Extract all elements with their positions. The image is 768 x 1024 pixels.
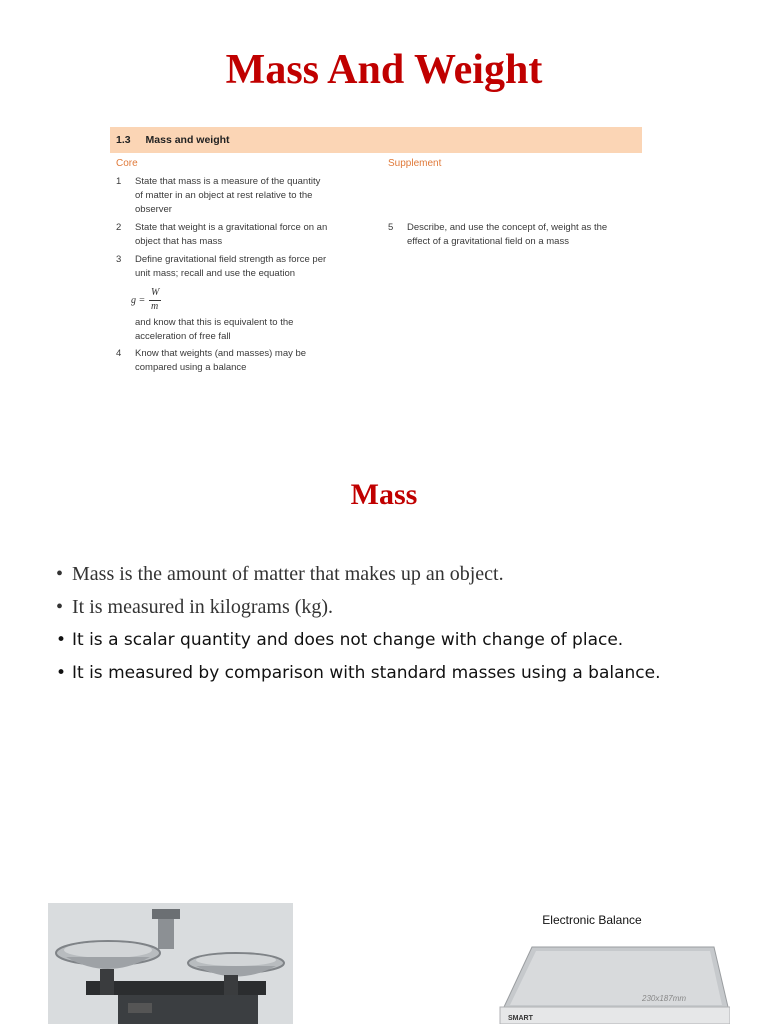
bullet-text: It is a scalar quantity and does not change with change of place.	[72, 630, 624, 650]
core-item	[116, 347, 376, 377]
item-line: State that weight is a gravitational force on an	[135, 222, 328, 233]
beam-balance-icon	[48, 903, 293, 1024]
weight-equation	[131, 289, 171, 313]
item-number: 2	[116, 222, 122, 233]
core-heading: Core	[116, 158, 138, 169]
core-item	[116, 221, 376, 251]
section-title: Mass and weight	[145, 134, 230, 146]
electronic-balance-label: Electronic Balance	[542, 913, 642, 927]
equation-numerator: W	[151, 287, 160, 298]
electronic-balance-icon	[492, 895, 730, 1024]
mass-heading: Mass	[350, 478, 418, 511]
item-number: 1	[116, 176, 122, 187]
item-line: Define gravitational field strength as force per	[135, 254, 327, 265]
item-line: object that has mass	[135, 236, 223, 247]
item-line: State that mass is a measure of the quantity	[135, 176, 321, 187]
core-item-continued	[116, 316, 376, 346]
bullet-text: It is measured by comparison with standard masses using a balance.	[72, 663, 661, 683]
beam-balance-photo	[48, 903, 293, 1024]
syllabus-header	[110, 127, 642, 153]
electronic-balance-photo	[492, 895, 730, 1024]
equation-lhs: g =	[131, 295, 146, 306]
item-line: Know that weights (and masses) may be	[135, 348, 307, 359]
core-item	[116, 253, 376, 283]
section-number: 1.3	[116, 134, 131, 146]
equation-denominator: m	[151, 301, 159, 312]
item-number: 3	[116, 254, 122, 265]
bullet-icon: •	[56, 563, 64, 585]
item-line: and know that this is equivalent to the	[135, 317, 294, 328]
bullet-icon: •	[56, 596, 64, 618]
brand-text: SMART	[508, 1015, 533, 1022]
item-line: unit mass; recall and use the equation	[135, 268, 296, 279]
item-line: Describe, and use the concept of, weight as the	[407, 222, 608, 233]
supplement-heading: Supplement	[388, 158, 442, 169]
bullet-icon: •	[56, 630, 67, 650]
plate-size-text: 230x187mm	[642, 994, 687, 1003]
item-line: compared using a balance	[135, 362, 247, 373]
bullet-text: Mass is the amount of matter that makes up an object.	[72, 563, 504, 585]
item-line: effect of a gravitational field on a mass	[407, 236, 569, 247]
bullet-text: It is measured in kilograms (kg).	[72, 596, 334, 618]
core-item	[116, 175, 376, 219]
bullet-icon: •	[56, 663, 67, 683]
syllabus-table	[110, 127, 642, 387]
item-number: 4	[116, 348, 122, 359]
item-line: observer	[135, 204, 172, 215]
item-number: 5	[388, 222, 394, 233]
page-title: Mass And Weight	[225, 47, 543, 93]
item-line: of matter in an object at rest relative to the	[135, 190, 313, 201]
supplement-item	[388, 221, 640, 251]
item-line: acceleration of free fall	[135, 331, 231, 342]
